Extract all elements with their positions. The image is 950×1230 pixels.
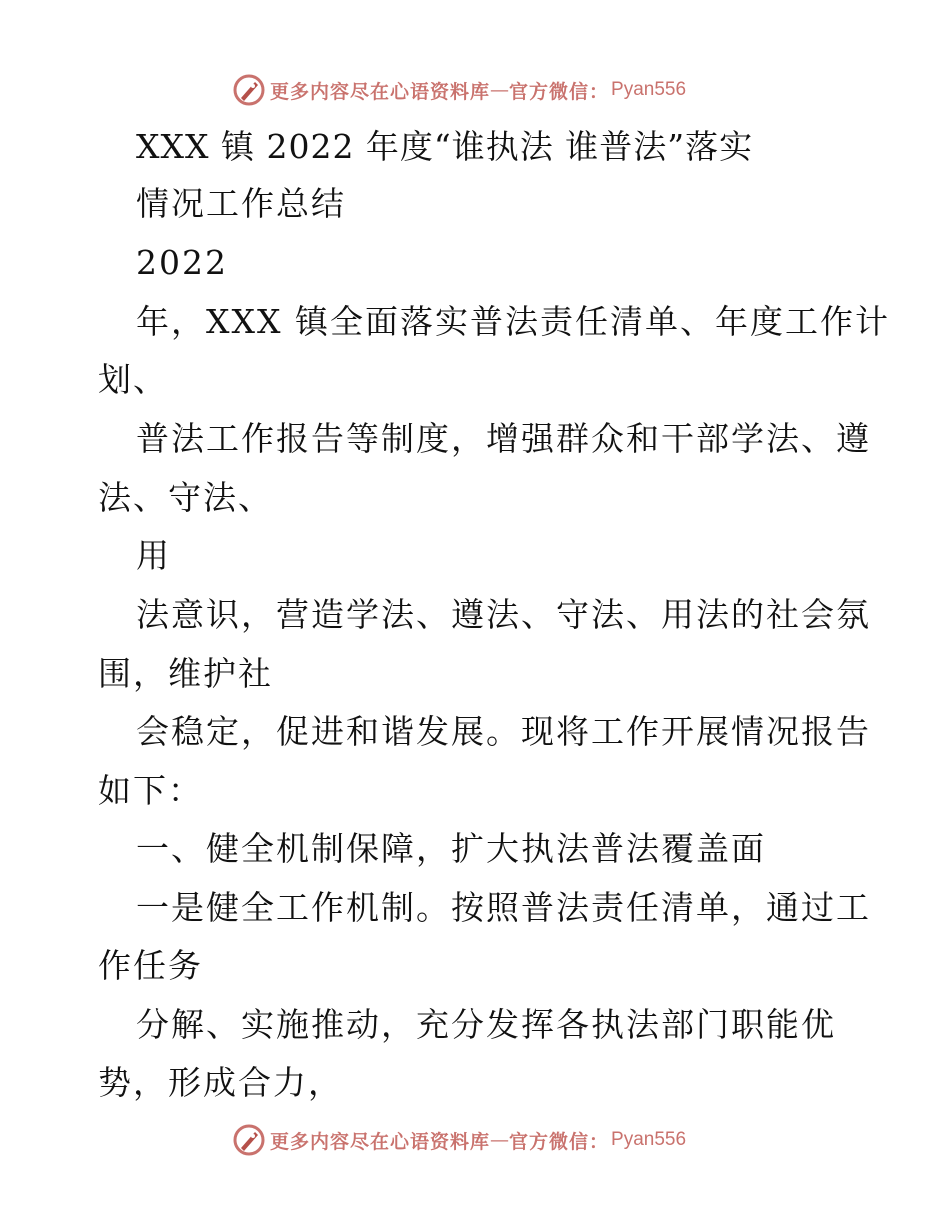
body-line: 会稳定，促进和谐发展。现将工作开展情况报告 — [136, 712, 871, 751]
body-line: 一是健全工作机制。按照普法责任清单，通过工 — [136, 888, 871, 927]
watermark-dash: — — [490, 1129, 510, 1151]
watermark-official: 官方微信： — [509, 1130, 610, 1153]
watermark-text: 更多内容尽在心语资料库 — [270, 80, 491, 103]
body-line: 围，维护社 — [98, 654, 273, 693]
body-line: 如下： — [98, 771, 203, 810]
section-heading: 一、健全机制保障，扩大执法普法覆盖面 — [136, 829, 766, 868]
body-line: 2022 — [136, 243, 228, 282]
watermark-text: 更多内容尽在心语资料库 — [270, 1130, 491, 1153]
pen-nib-circle-icon — [232, 1123, 266, 1157]
body-line: 势，形成合力， — [98, 1063, 343, 1102]
watermark-official: 官方微信： — [509, 80, 610, 103]
watermark-header — [232, 72, 686, 108]
body-line: 划、 — [98, 360, 168, 399]
pen-nib-circle-icon — [232, 73, 266, 107]
document-title-line-1: XXX 镇 2022 年度“谁执法 谁普法”落实 — [136, 127, 754, 166]
watermark-id: Pyan556 — [611, 1129, 687, 1150]
body-line: 用 — [136, 536, 171, 575]
watermark-id: Pyan556 — [611, 79, 687, 100]
body-line: 普法工作报告等制度，增强群众和干部学法、遵 — [136, 419, 871, 458]
watermark-dash: — — [490, 79, 510, 101]
body-line: 法意识，营造学法、遵法、守法、用法的社会氛 — [136, 595, 871, 634]
body-line: 法、守法、 — [98, 478, 273, 517]
body-line: 年，XXX 镇全面落实普法责任清单、年度工作计 — [136, 302, 890, 341]
body-line: 作任务 — [98, 946, 203, 985]
document-title-line-2: 情况工作总结 — [136, 184, 346, 223]
watermark-footer — [232, 1122, 686, 1158]
body-line: 分解、实施推动，充分发挥各执法部门职能优 — [136, 1005, 836, 1044]
